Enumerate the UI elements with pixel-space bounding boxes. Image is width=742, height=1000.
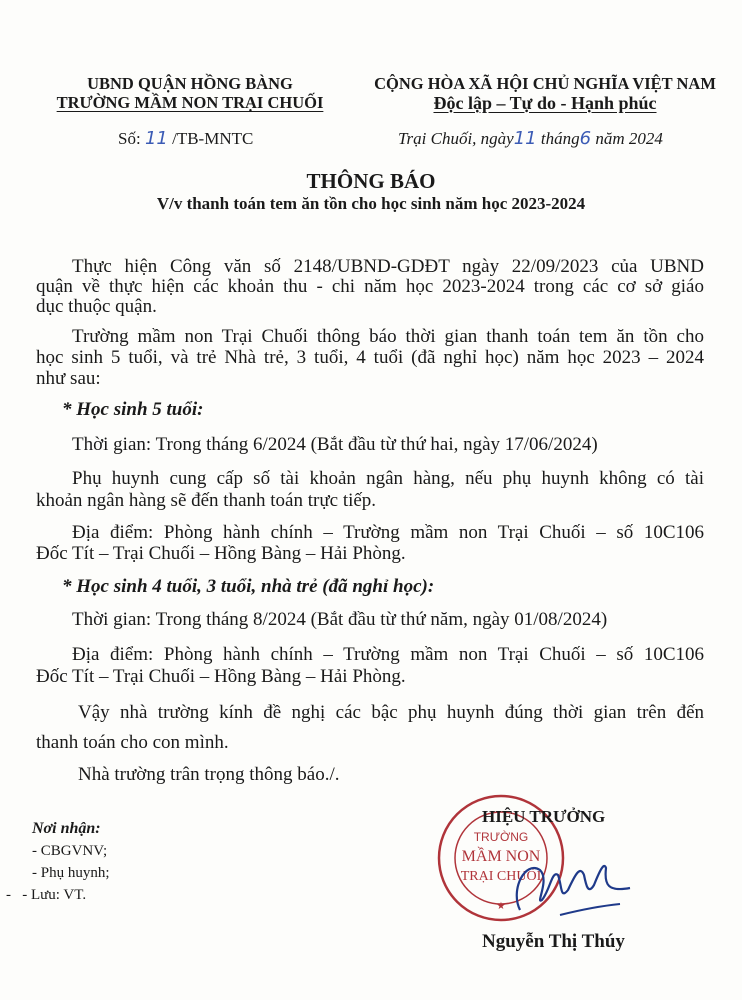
body-line: Đốc Tít – Trại Chuối – Hồng Bàng – Hải Phòng. <box>36 543 406 564</box>
date-month-label: tháng <box>540 129 580 148</box>
handwritten-signature <box>480 840 640 920</box>
date-year: năm 2024 <box>595 129 663 148</box>
recipient-item: - - Lưu: VT. <box>6 887 87 903</box>
body-line: Thời gian: Trong tháng 8/2024 (Bắt đầu từ thứ năm, ngày 01/08/2024) <box>72 609 608 630</box>
body-line: thanh toán cho con mình. <box>36 732 229 753</box>
document-title: THÔNG BÁO <box>306 169 436 193</box>
section-heading: * Học sinh 4 tuổi, 3 tuổi, nhà trẻ (đã nghỉ học): <box>62 576 435 597</box>
svg-text:★: ★ <box>496 901 506 912</box>
recipient-item-text: - Lưu: VT. <box>22 887 87 903</box>
school-name-text: TRƯỜNG MẦM NON TRẠI CHUỐI <box>56 93 324 112</box>
national-motto-text: Độc lập – Tự do - Hạnh phúc <box>433 93 657 113</box>
body-line: Thực hiện Công văn số 2148/UBND-GDĐT ngày 22/09/2023 của UBND <box>72 256 704 277</box>
document-subtitle: V/v thanh toán tem ăn tồn cho học sinh năm học 2023-2024 <box>156 194 586 213</box>
body-line: dục thuộc quận. <box>36 296 157 317</box>
number-suffix: /TB-MNTC <box>172 129 254 148</box>
svg-text:MẦM NON: MẦM NON <box>461 848 541 865</box>
number-prefix: Số: <box>118 129 141 148</box>
recipients-label: Nơi nhận: <box>32 820 101 837</box>
document-date <box>398 128 663 150</box>
signer-name: Nguyễn Thị Thúy <box>482 931 625 952</box>
body-line: học sinh 5 tuổi, và trẻ Nhà trẻ, 3 tuổi, 4 tuổi (đã nghỉ học) năm học 2023 – 2024 <box>36 347 704 368</box>
svg-text:TRẠI CHUỐI: TRẠI CHUỐI <box>460 869 542 884</box>
signer-role: HIỆU TRƯỞNG <box>482 807 606 826</box>
number-value: 11 <box>144 128 168 149</box>
body-line: khoản ngân hàng sẽ đến thanh toán trực tiếp. <box>36 490 377 511</box>
school-name <box>40 93 340 112</box>
section-heading: * Học sinh 5 tuổi: <box>62 399 204 420</box>
body-line: Thời gian: Trong tháng 6/2024 (Bắt đầu từ thứ hai, ngày 17/06/2024) <box>72 434 598 455</box>
body-line: Phụ huynh cung cấp số tài khoản ngân hàng, nếu phụ huynh không có tài <box>72 468 704 489</box>
body-line: Nhà trường trân trọng thông báo./. <box>78 764 340 785</box>
national-title: CỘNG HÒA XÃ HỘI CHỦ NGHĨA VIỆT NAM <box>374 74 716 93</box>
body-line: Đốc Tít – Trại Chuối – Hồng Bàng – Hải Phòng. <box>36 666 406 687</box>
date-place: Trại Chuối, ngày <box>398 129 514 148</box>
agency-name: UBND QUẬN HỒNG BÀNG <box>87 74 293 93</box>
svg-text:TRƯỜNG: TRƯỜNG <box>473 830 529 844</box>
date-day: 11 <box>513 128 537 149</box>
date-month: 6 <box>579 128 592 149</box>
body-line: như sau: <box>36 368 101 389</box>
body-line: Vậy nhà trường kính đề nghị các bậc phụ huynh đúng thời gian trên đến <box>78 702 704 723</box>
body-line: Địa điểm: Phòng hành chính – Trường mầm non Trại Chuối – số 10C106 <box>72 644 704 665</box>
document-number <box>118 128 253 150</box>
recipient-item: - Phụ huynh; <box>32 865 110 881</box>
body-line: quận về thực hiện các khoản thu - chi năm học 2023-2024 trong các cơ sở giáo <box>36 276 704 297</box>
recipient-item: - CBGVNV; <box>32 843 108 859</box>
body-line: Địa điểm: Phòng hành chính – Trường mầm non Trại Chuối – số 10C106 <box>72 522 704 543</box>
body-line: Trường mầm non Trại Chuối thông báo thời gian thanh toán tem ăn tồn cho <box>72 326 704 347</box>
national-motto <box>350 92 740 114</box>
